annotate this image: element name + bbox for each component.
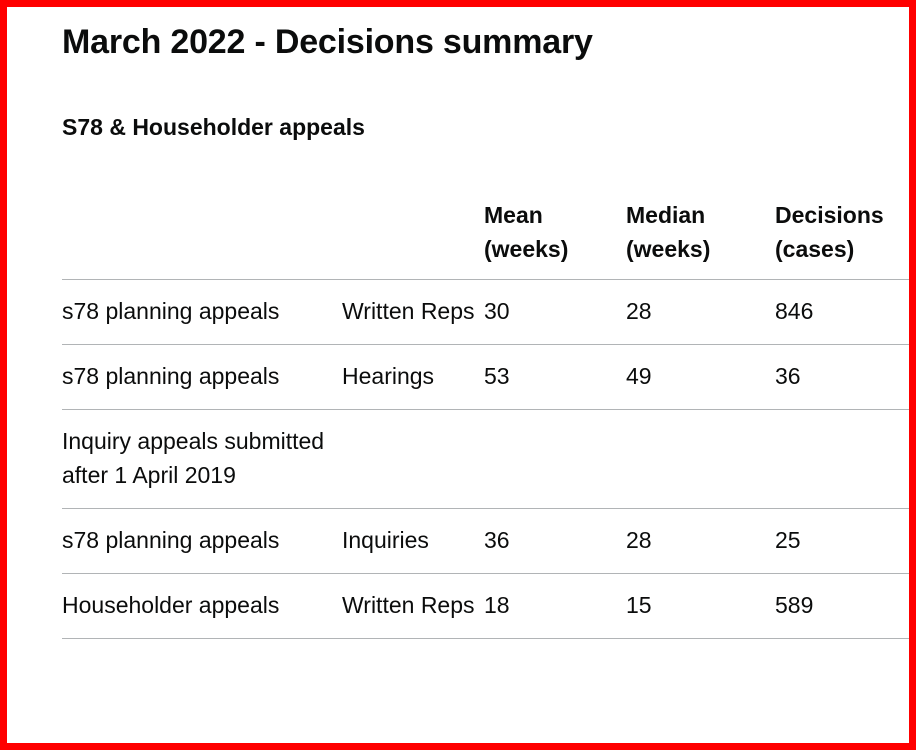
cell-mean: 36 xyxy=(484,509,626,574)
cell-decisions: 589 xyxy=(775,574,916,639)
cell-procedure: Hearings xyxy=(342,345,484,410)
cell-median xyxy=(626,410,775,509)
cell-procedure: Written Reps xyxy=(342,574,484,639)
header-median-weeks: Median (weeks) xyxy=(626,196,775,280)
cell-mean: 30 xyxy=(484,280,626,345)
cell-procedure: Written Reps xyxy=(342,280,484,345)
header-decisions-cases: Decisions (cases) xyxy=(775,196,916,280)
header-appeal-type xyxy=(62,196,342,280)
cell-median: 28 xyxy=(626,280,775,345)
cell-appeal-type: Inquiry appeals submitted after 1 April 2019 xyxy=(62,410,342,509)
table-row xyxy=(62,574,916,639)
table-row xyxy=(62,509,916,574)
cell-mean: 18 xyxy=(484,574,626,639)
cell-decisions: 846 xyxy=(775,280,916,345)
cell-appeal-type: s78 planning appeals xyxy=(62,345,342,410)
cell-appeal-type: s78 planning appeals xyxy=(62,280,342,345)
cell-procedure: Inquiries xyxy=(342,509,484,574)
table-header-row xyxy=(62,196,916,280)
table-row-subheading xyxy=(62,410,916,509)
section-title: S78 & Householder appeals xyxy=(62,114,365,140)
table-row xyxy=(62,345,916,410)
cell-appeal-type: s78 planning appeals xyxy=(62,509,342,574)
cell-mean: 53 xyxy=(484,345,626,410)
decisions-table xyxy=(62,196,916,639)
cell-decisions: 36 xyxy=(775,345,916,410)
cell-decisions xyxy=(775,410,916,509)
cell-appeal-type: Householder appeals xyxy=(62,574,342,639)
cell-mean xyxy=(484,410,626,509)
page-title: March 2022 - Decisions summary xyxy=(62,23,593,61)
header-mean-weeks: Mean (weeks) xyxy=(484,196,626,280)
table-row xyxy=(62,280,916,345)
cell-decisions: 25 xyxy=(775,509,916,574)
cell-procedure xyxy=(342,410,484,509)
cell-median: 28 xyxy=(626,509,775,574)
cell-median: 49 xyxy=(626,345,775,410)
cell-median: 15 xyxy=(626,574,775,639)
header-procedure xyxy=(342,196,484,280)
